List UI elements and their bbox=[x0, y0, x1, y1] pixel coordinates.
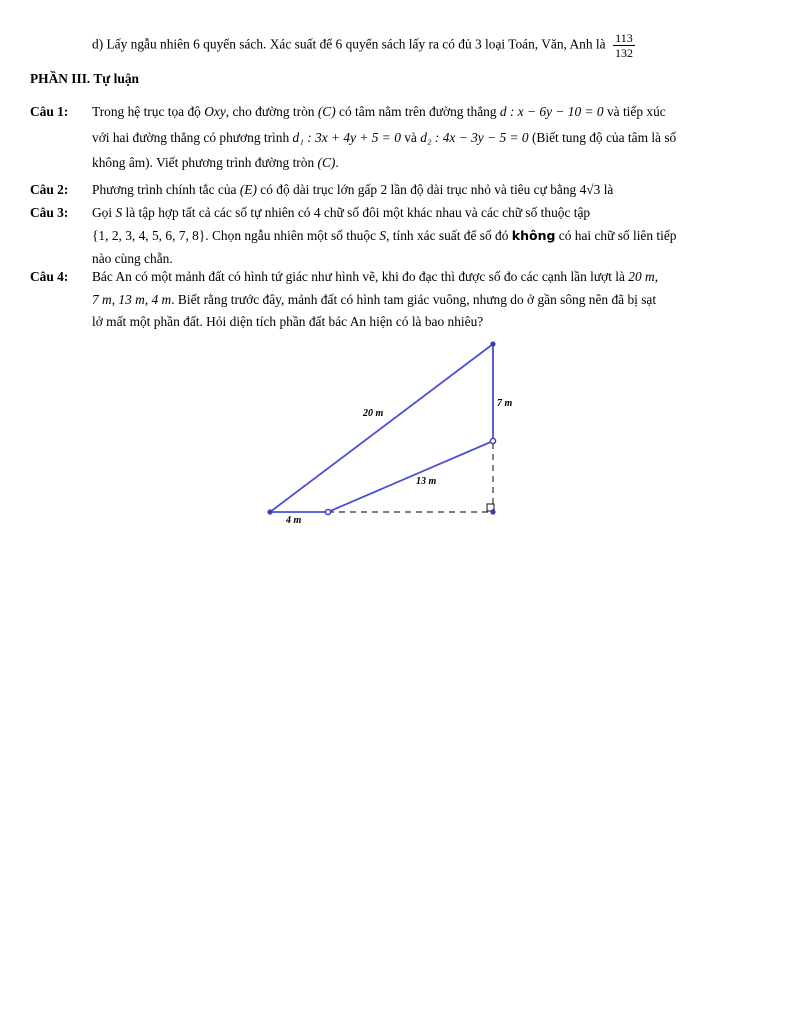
fraction-denominator: 132 bbox=[614, 46, 633, 60]
label-20m: 20 m bbox=[363, 408, 384, 419]
q4-text: Bác An có một mảnh đất có hình tứ giác như hình vẽ, khi đo đạc thì được số đo các cạnh lần lượt là bbox=[92, 269, 629, 284]
fraction-numerator: 113 bbox=[613, 31, 635, 46]
q2-text: là bbox=[600, 182, 614, 197]
q1-circle-c: (C) bbox=[317, 104, 336, 119]
side-13m bbox=[328, 441, 493, 512]
q3-text: , tính xác suất để số đó bbox=[386, 228, 512, 243]
q3-text: . Chọn ngẫu nhiên một số thuộc bbox=[205, 228, 380, 243]
question-3-line-3: nào cùng chẵn. bbox=[92, 251, 173, 266]
question-2-label: Câu 2: bbox=[30, 182, 69, 197]
q1-text: và tiếp xúc bbox=[603, 104, 666, 119]
q4-lengths: 7 m, 13 m, 4 m bbox=[92, 292, 172, 307]
q1-text: có tâm nằm trên đường thẳng bbox=[335, 104, 500, 119]
q3-bold-khong: không bbox=[511, 228, 556, 243]
vertex-d bbox=[325, 509, 330, 514]
q1-text: , cho đường tròn bbox=[225, 104, 318, 119]
q3-text: là tập hợp tất cả các số tự nhiên có 4 chữ số đôi một khác nhau và các chữ số thuộc tập bbox=[122, 205, 591, 220]
q1-line-d-equation: d : x − 6y − 10 = 0 bbox=[499, 104, 604, 119]
q3-text: Gọi bbox=[92, 205, 116, 220]
q1-d1-equation: d₁ : 3x + 4y + 5 = 0 bbox=[292, 130, 401, 145]
vertex-a bbox=[267, 509, 272, 514]
question-4-line-3: lở mất một phần đất. Hỏi diện tích phần đất bác An hiện có là bao nhiêu? bbox=[92, 314, 484, 329]
vertex-c bbox=[490, 438, 495, 443]
q2-text: lần độ dài trục nhỏ và tiêu cự bằng bbox=[387, 182, 580, 197]
q4-text: . Biết rằng trước đây, mảnh đất có hình tam giác vuông, nhưng do ở gần sông nên đã bị sạt bbox=[171, 292, 657, 307]
q3-set-s: S bbox=[115, 205, 123, 220]
q1-text: không âm). Viết phương trình đường tròn bbox=[92, 155, 318, 170]
q1-text: . bbox=[335, 155, 339, 170]
q4-text: , bbox=[654, 269, 659, 284]
option-d-text: d) Lấy ngẫu nhiên 6 quyển sách. Xác suất để 6 quyển sách lấy ra có đủ 3 loại Toán, Văn, Anh là bbox=[92, 36, 606, 52]
q2-text: Phương trình chính tắc của bbox=[92, 182, 240, 197]
q1-text: và bbox=[400, 130, 421, 145]
section-title: PHẦN III. Tự luận bbox=[30, 71, 139, 86]
vertex-b bbox=[490, 341, 495, 346]
q1-text: Trong hệ trục tọa độ bbox=[92, 104, 205, 119]
q1-text: (Biết tung độ của tâm là số bbox=[528, 130, 677, 145]
label-7m: 7 m bbox=[497, 398, 513, 409]
q3-digit-set: {1, 2, 3, 4, 5, 6, 7, 8} bbox=[92, 228, 206, 243]
question-4-label: Câu 4: bbox=[30, 269, 69, 284]
q2-ellipse-e: (E) bbox=[239, 182, 257, 197]
q2-text: có độ dài trục lớn gấp bbox=[256, 182, 381, 197]
question-1-label: Câu 1: bbox=[30, 104, 69, 119]
q1-d2-equation: d₂ : 4x − 3y − 5 = 0 bbox=[420, 130, 529, 145]
q1-text: với hai đường thẳng có phương trình bbox=[92, 130, 293, 145]
label-4m: 4 m bbox=[286, 515, 302, 526]
q4-length-20: 20 m bbox=[628, 269, 655, 284]
side-20m bbox=[270, 344, 493, 512]
q3-set-s: S bbox=[379, 228, 387, 243]
vertex-e bbox=[490, 509, 495, 514]
label-13m: 13 m bbox=[416, 476, 437, 487]
q3-text: có hai chữ số liên tiếp bbox=[555, 228, 677, 243]
question-3-label: Câu 3: bbox=[30, 205, 69, 220]
q1-oxy: Oxy bbox=[204, 104, 226, 119]
q2-focal-length: 4√3 bbox=[579, 182, 601, 197]
q2-ratio: 2 bbox=[380, 182, 388, 197]
q1-circle-c: (C) bbox=[317, 155, 336, 170]
